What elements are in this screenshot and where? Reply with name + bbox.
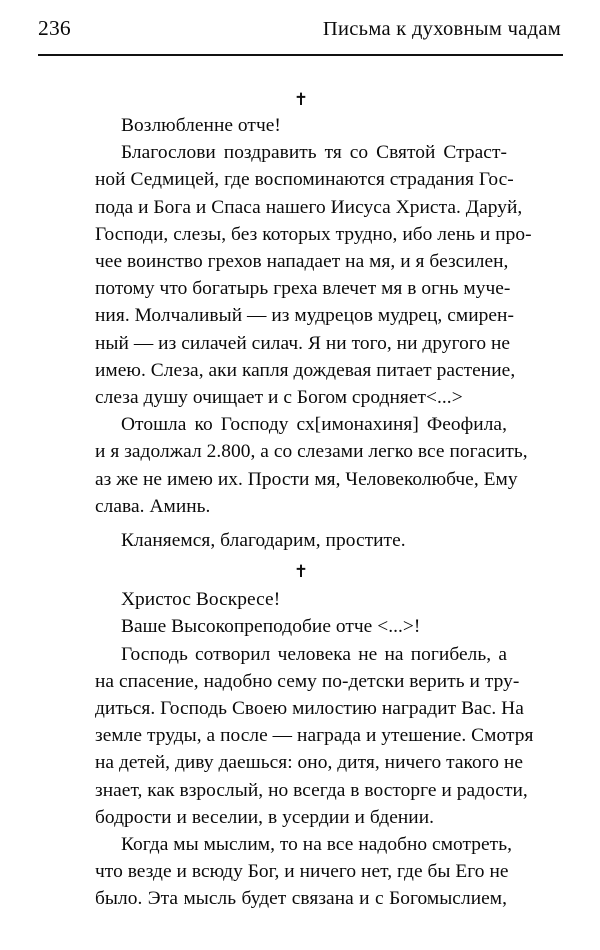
- paragraph-line: слава. Аминь.: [95, 495, 211, 517]
- salutation: Христос Воскресе!: [121, 589, 281, 611]
- paragraph-spacer: [95, 520, 507, 527]
- letter-2: [95, 586, 534, 912]
- cross-icon: ✝: [293, 90, 309, 110]
- paragraph-line: чее воинство грехов нападает на мя, и я безсилен,: [95, 251, 509, 273]
- paragraph-line: ной Седмицей, где воспоминаются страдания Гос-: [95, 169, 514, 191]
- paragraph-line: слеза душу очищает и с Богом сродняет<...>: [95, 387, 463, 409]
- header-rule: [38, 54, 563, 56]
- paragraph-line: на спасение, надобно сему по-детски верить и тру-: [95, 670, 520, 692]
- paragraph-line: Отошла ко Господу сх[имонахиня] Феофила,: [121, 414, 507, 436]
- paragraph-line: Господи, слезы, без которых трудно, ибо лень и про-: [95, 223, 532, 245]
- paragraph-line: имею. Слеза, аки капля дождевая питает растение,: [95, 359, 516, 381]
- paragraph-line: диться. Господь Своею милостию наградит Вас. На: [95, 698, 524, 720]
- text-column: [95, 86, 534, 913]
- paragraph-line: ния. Молчаливый — из мудрецов мудрец, смирен-: [95, 305, 514, 327]
- paragraph-line: ный — из силачей силач. Я ни того, ни другого не: [95, 332, 511, 354]
- paragraph-line: потому что богатырь греха влечет мя в огнь муче-: [95, 278, 511, 300]
- address-line: Ваше Высокопреподобие отче <...>!: [121, 616, 421, 638]
- paragraph-line: что везде и всюду Бог, и ничего нет, где бы Его не: [95, 861, 509, 883]
- paragraph-line: знает, как взрослый, но всегда в восторге и радости,: [95, 779, 528, 801]
- paragraph-line: на детей, диву даешься: оно, дитя, ничего такого не: [95, 752, 524, 774]
- paragraph-line: Кланяемся, благодарим, простите.: [121, 530, 406, 552]
- paragraph-line: аз же не имею их. Прости мя, Человеколюбче, Ему: [95, 468, 518, 490]
- paragraph-line: пода и Бога и Спаса нашего Иисуса Христа. Даруй,: [95, 196, 523, 218]
- paragraph-line: Господь сотворил человека не на погибель, а: [121, 643, 507, 665]
- paragraph-line: земле труды, а после — награда и утешение. Смотря: [95, 725, 534, 747]
- salutation: Возлюбленне отче!: [121, 115, 281, 136]
- paragraph-line: Благослови поздравить тя со Святой Страст-: [121, 142, 507, 164]
- page-number: 236: [38, 16, 71, 40]
- paragraph-line: бодрости и веселии, в усердии и бдении.: [95, 806, 435, 828]
- paragraph-line: Когда мы мыслим, то на все надобно смотреть,: [121, 834, 512, 856]
- paragraph-line: и я задолжал 2.800, а со слезами легко все погасить,: [95, 441, 528, 463]
- paragraph-line: было. Эта мысль будет связана и с Богомыслием,: [95, 888, 507, 910]
- running-header: [38, 18, 563, 52]
- running-title: Письма к духовным чадам: [322, 18, 561, 40]
- letter-1: [95, 112, 532, 554]
- cross-icon: ✝: [293, 562, 309, 583]
